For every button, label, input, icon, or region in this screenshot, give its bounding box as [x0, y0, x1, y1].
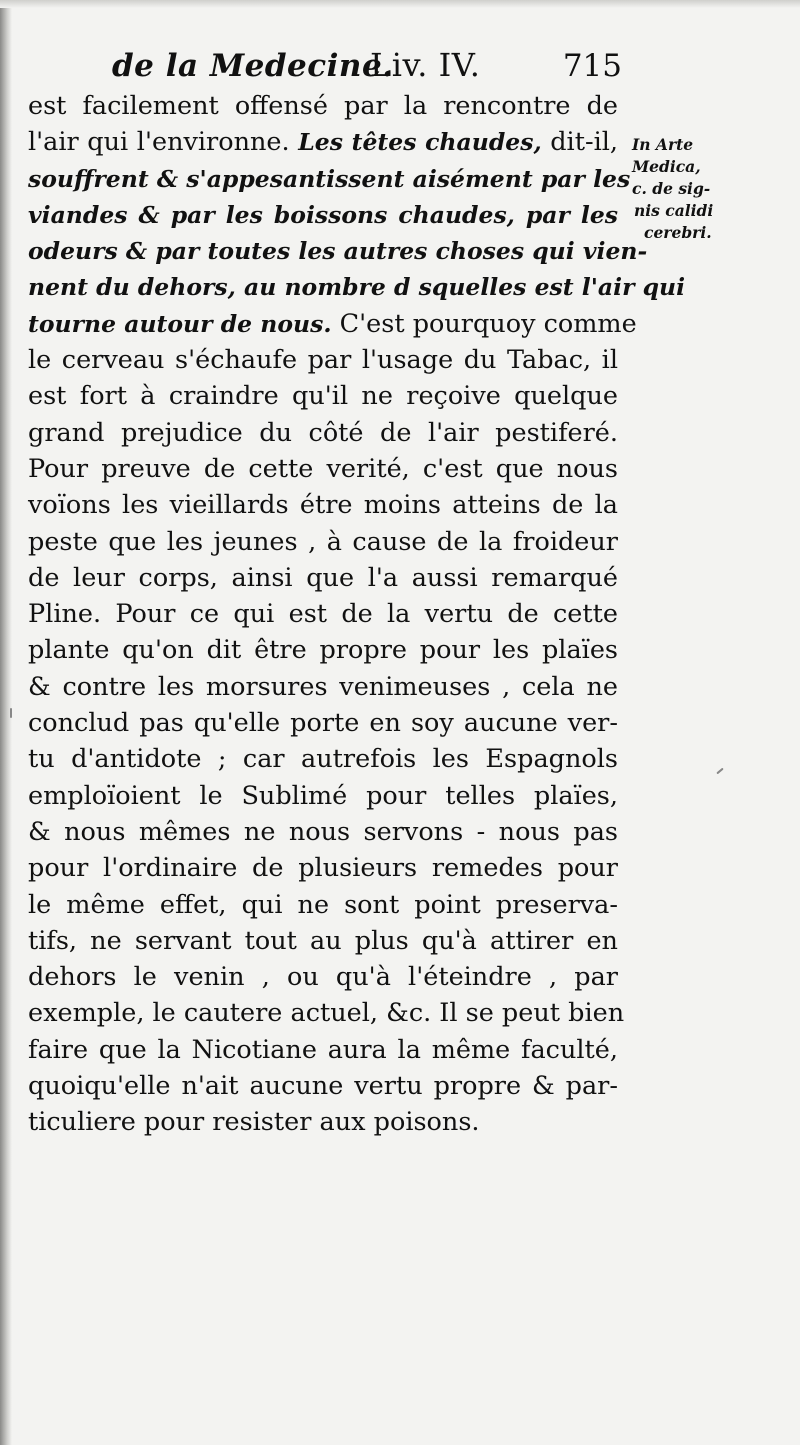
text-line: le cerveau s'échaufe par l'usage du Tabac, il — [28, 345, 618, 376]
running-title: de la Medecine. — [112, 48, 394, 84]
text-line: tifs, ne servant tout au plus qu'à attirer en — [28, 925, 618, 956]
quoted-text: tourne autour de nous. — [28, 309, 332, 338]
text-line: exemple, le cautere actuel, &c. Il se peut bien — [28, 998, 625, 1029]
text-line: le même effet, qui ne sont point preserva- — [28, 889, 618, 920]
margin-note-line: Medica, — [632, 157, 701, 176]
running-header — [112, 44, 622, 94]
text-line: faire que la Nicotiane aura la même faculté, — [28, 1034, 618, 1065]
text-line: Pour preuve de cette verité, c'est que nous — [28, 453, 618, 484]
text-segment: C'est pourquoy comme — [331, 308, 637, 339]
text-segment: dit-il, — [541, 127, 618, 158]
paper-speck — [10, 708, 12, 718]
text-line: odeurs & par toutes les autres choses qui vien- — [28, 237, 648, 266]
text-line: nent du dehors, au nombre d squelles est l'air qui — [28, 273, 686, 302]
margin-note-line: In Arte — [632, 135, 694, 154]
text-line: ticuliere pour resister aux poisons. — [28, 1107, 480, 1138]
book-number: Liv. IV. — [370, 46, 481, 84]
text-line: de leur corps, ainsi que l'a aussi remarqué — [28, 562, 618, 593]
page-top-shadow — [0, 0, 800, 8]
paper-speck — [716, 768, 723, 775]
text-line: souffrent & s'appesantissent aisément par les — [28, 164, 631, 193]
margin-note — [632, 134, 762, 244]
text-line: viandes & par les boissons chaudes, par les — [28, 200, 618, 229]
text-line — [28, 124, 618, 160]
margin-note-line: c. de sig- — [632, 179, 711, 198]
page-binding-shadow — [0, 0, 12, 1445]
text-line — [28, 306, 637, 342]
text-segment: l'air qui l'environne. — [28, 127, 299, 158]
text-line: dehors le venin , ou qu'à l'éteindre , par — [28, 962, 618, 993]
margin-note-line: nis calidi — [634, 201, 714, 220]
text-line: peste que les jeunes , à cause de la froideur — [28, 526, 618, 557]
text-line: est facilement offensé par la rencontre de — [28, 91, 618, 121]
text-line: est fort à craindre qu'il ne reçoive quelque — [28, 381, 618, 412]
page-number: 715 — [562, 48, 622, 84]
text-line: pour l'ordinaire de plusieurs remedes pour — [28, 853, 618, 884]
text-line: voïons les vieillards étre moins atteins de la — [28, 490, 618, 521]
quoted-text: Les têtes chaudes, — [298, 128, 542, 157]
text-line: conclud pas qu'elle porte en soy aucune ver- — [28, 708, 618, 739]
text-line: Pline. Pour ce qui est de la vertu de cette — [28, 599, 618, 630]
text-line: & contre les morsures venimeuses , cela ne — [28, 671, 618, 702]
text-line: & nous mêmes ne nous servons - nous pas — [28, 816, 618, 847]
text-line: emploïoient le Sublimé pour telles plaïes, — [28, 780, 618, 811]
text-line: grand prejudice du côté de l'air pestiferé. — [28, 417, 618, 448]
text-line: quoiqu'elle n'ait aucune vertu propre & par- — [28, 1071, 618, 1102]
margin-note-line: cerebri. — [644, 223, 712, 242]
text-line: tu d'antidote ; car autrefois les Espagnols — [28, 744, 618, 775]
text-line: plante qu'on dit être propre pour les plaïes — [28, 635, 618, 666]
